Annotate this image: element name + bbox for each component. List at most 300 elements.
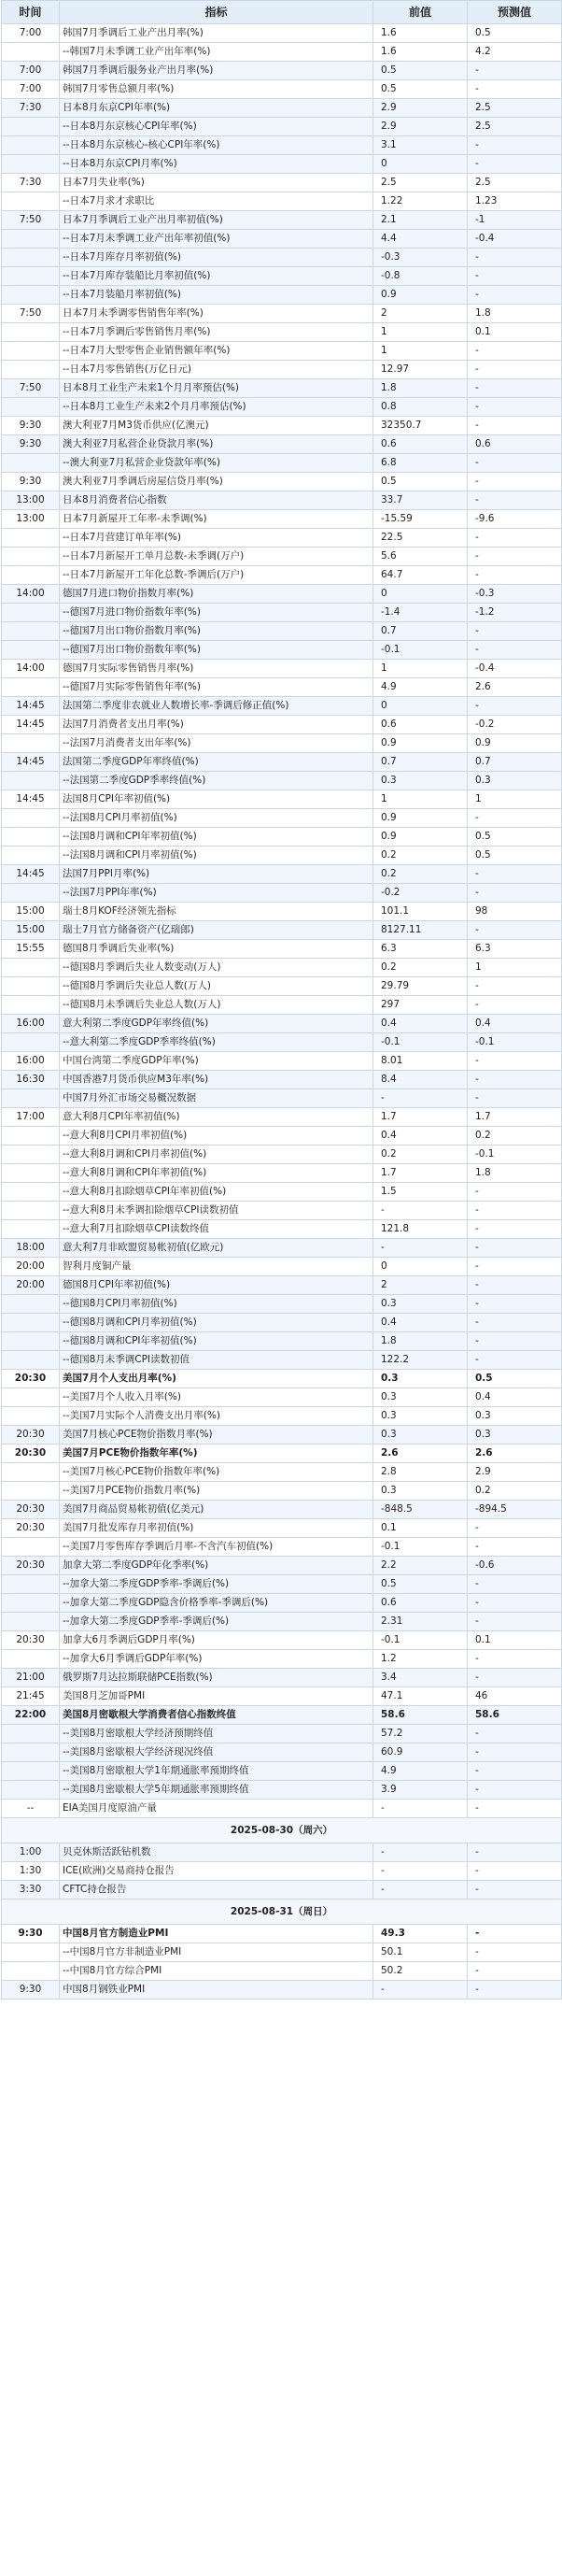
cell-time [2, 1164, 60, 1183]
cell-time [2, 1575, 60, 1594]
cell-forecast: - [468, 1613, 562, 1631]
table-row [2, 1426, 562, 1445]
cell-indicator: 德国8月CPI年率初值(%) [60, 1276, 373, 1295]
cell-forecast: - [468, 865, 562, 884]
cell-forecast: - [468, 1925, 562, 1943]
table-row [2, 1743, 562, 1762]
table-row [2, 529, 562, 548]
table-row [2, 491, 562, 510]
table-row [2, 435, 562, 454]
cell-previous: - [373, 1202, 468, 1220]
table-row [2, 1183, 562, 1202]
table-row [2, 1519, 562, 1538]
cell-indicator: 加拿大第二季度GDP年化季率(%) [60, 1557, 373, 1575]
cell-time: 7:30 [2, 174, 60, 192]
cell-forecast: -0.6 [468, 1557, 562, 1575]
cell-previous: 0.9 [373, 828, 468, 847]
cell-time [2, 548, 60, 566]
cell-time [2, 809, 60, 828]
cell-time [2, 1351, 60, 1370]
cell-indicator: --意大利8月CPI月率初值(%) [60, 1127, 373, 1146]
cell-indicator: 美国8月芝加哥PMI [60, 1687, 373, 1706]
cell-time: 21:45 [2, 1687, 60, 1706]
cell-previous: 5.6 [373, 548, 468, 566]
cell-indicator: 美国7月个人支出月率(%) [60, 1370, 373, 1388]
table-row [2, 342, 562, 361]
cell-previous: 4.9 [373, 1762, 468, 1781]
cell-forecast: - [468, 1071, 562, 1089]
cell-forecast: 2.5 [468, 118, 562, 136]
cell-previous: 0.3 [373, 772, 468, 790]
cell-previous: - [373, 1239, 468, 1258]
cell-previous: 1 [373, 790, 468, 809]
cell-time [2, 1089, 60, 1108]
cell-time [2, 230, 60, 249]
cell-indicator: --意大利7月扣除烟草CPI读数终值 [60, 1220, 373, 1239]
cell-previous: 12.97 [373, 361, 468, 379]
cell-previous: 0.6 [373, 1594, 468, 1613]
cell-forecast: - [468, 1762, 562, 1781]
cell-forecast: -0.1 [468, 1146, 562, 1164]
table-row [2, 828, 562, 847]
cell-time [2, 43, 60, 62]
cell-time [2, 678, 60, 697]
cell-forecast: 0.5 [468, 1370, 562, 1388]
cell-previous: -0.1 [373, 1033, 468, 1052]
table-row [2, 43, 562, 62]
cell-forecast: - [468, 1943, 562, 1962]
cell-forecast: - [468, 286, 562, 305]
cell-previous: 57.2 [373, 1725, 468, 1743]
cell-previous: 8.01 [373, 1052, 468, 1071]
cell-indicator: 瑞士8月KOF经济领先指标 [60, 903, 373, 921]
cell-previous: 1 [373, 342, 468, 361]
cell-indicator: --意大利8月扣除烟草CPI年率初值(%) [60, 1183, 373, 1202]
cell-forecast: - [468, 1800, 562, 1818]
cell-previous: 0.6 [373, 435, 468, 454]
cell-time [2, 1943, 60, 1962]
table-row [2, 1127, 562, 1146]
cell-forecast: 58.6 [468, 1706, 562, 1725]
cell-forecast: 2.9 [468, 1463, 562, 1482]
table-row [2, 1164, 562, 1183]
cell-forecast: 6.3 [468, 940, 562, 959]
date-label: 2025-08-30（周六） [2, 1818, 562, 1843]
cell-forecast: 0.3 [468, 772, 562, 790]
cell-time [2, 734, 60, 753]
date-separator-row [2, 1900, 562, 1925]
cell-previous: 2.9 [373, 99, 468, 118]
table-row [2, 604, 562, 622]
cell-time [2, 622, 60, 641]
cell-forecast: 0.6 [468, 435, 562, 454]
cell-previous: 2.2 [373, 1557, 468, 1575]
cell-indicator: --日本7月季调后零售销售月率(%) [60, 323, 373, 342]
table-row [2, 1800, 562, 1818]
table-row [2, 1575, 562, 1594]
header-indicator: 指标 [60, 1, 373, 24]
cell-indicator: 澳大利亚7月私营企业贷款月率(%) [60, 435, 373, 454]
table-row [2, 99, 562, 118]
cell-previous: 0.5 [373, 473, 468, 491]
table-row [2, 417, 562, 435]
table-row [2, 398, 562, 417]
table-row [2, 1463, 562, 1482]
cell-forecast: - [468, 1862, 562, 1881]
table-row [2, 211, 562, 230]
cell-time [2, 118, 60, 136]
cell-forecast: 0.9 [468, 734, 562, 753]
cell-time: 20:30 [2, 1370, 60, 1388]
cell-previous: 2.8 [373, 1463, 468, 1482]
table-row [2, 1981, 562, 2000]
cell-previous: 1.7 [373, 1108, 468, 1127]
cell-previous: 0 [373, 155, 468, 174]
cell-indicator: 意大利8月CPI年率初值(%) [60, 1108, 373, 1127]
table-row [2, 361, 562, 379]
cell-time: 20:30 [2, 1445, 60, 1463]
cell-forecast: 0.7 [468, 753, 562, 772]
cell-forecast: - [468, 62, 562, 80]
cell-indicator: --法国第二季度GDP季率终值(%) [60, 772, 373, 790]
cell-indicator: --日本7月未季调工业产出年率初值(%) [60, 230, 373, 249]
cell-indicator: 澳大利亚7月季调后房屋信贷月率(%) [60, 473, 373, 491]
cell-previous: 22.5 [373, 529, 468, 548]
cell-forecast: 0.5 [468, 24, 562, 43]
cell-time: 9:30 [2, 1981, 60, 2000]
cell-time [2, 1388, 60, 1407]
table-row [2, 1557, 562, 1575]
cell-previous: 50.2 [373, 1962, 468, 1981]
cell-time: 9:30 [2, 417, 60, 435]
cell-time: 7:50 [2, 305, 60, 323]
cell-previous: -0.1 [373, 1631, 468, 1650]
cell-forecast: - [468, 1743, 562, 1762]
cell-previous: 0.4 [373, 1314, 468, 1332]
table-row [2, 1501, 562, 1519]
cell-previous: -0.1 [373, 641, 468, 660]
table-row [2, 548, 562, 566]
table-row [2, 379, 562, 398]
cell-previous: 0.5 [373, 1575, 468, 1594]
cell-indicator: --法国7月PPI年率(%) [60, 884, 373, 903]
cell-time: 16:30 [2, 1071, 60, 1089]
cell-time: 20:30 [2, 1519, 60, 1538]
cell-time [2, 1314, 60, 1332]
cell-previous: 64.7 [373, 566, 468, 585]
table-row [2, 1388, 562, 1407]
cell-previous: 0.3 [373, 1407, 468, 1426]
cell-time: 13:00 [2, 491, 60, 510]
cell-time [2, 1146, 60, 1164]
cell-indicator: 德国7月进口物价指数月率(%) [60, 585, 373, 604]
cell-indicator: 美国7月批发库存月率初值(%) [60, 1519, 373, 1538]
cell-time: 16:00 [2, 1015, 60, 1033]
cell-time [2, 342, 60, 361]
cell-indicator: --日本7月营建订单年率(%) [60, 529, 373, 548]
cell-forecast: 1 [468, 959, 562, 977]
cell-previous: -0.8 [373, 267, 468, 286]
cell-previous: 6.3 [373, 940, 468, 959]
cell-previous: 0.5 [373, 62, 468, 80]
cell-previous: - [373, 1981, 468, 2000]
table-row [2, 1071, 562, 1089]
cell-previous: 1.8 [373, 1332, 468, 1351]
table-row [2, 996, 562, 1015]
cell-previous: 0.9 [373, 734, 468, 753]
cell-forecast: 0.2 [468, 1482, 562, 1501]
table-row [2, 1370, 562, 1388]
cell-indicator: 贝克休斯活跃钻机数 [60, 1843, 373, 1862]
cell-previous: 0.2 [373, 959, 468, 977]
cell-forecast: - [468, 1519, 562, 1538]
cell-indicator: 韩国7月零售总额月率(%) [60, 80, 373, 99]
cell-previous: -15.59 [373, 510, 468, 529]
cell-indicator: 日本7月未季调零售销售年率(%) [60, 305, 373, 323]
table-row [2, 136, 562, 155]
cell-indicator: 中国7月外汇市场交易概况数据 [60, 1089, 373, 1108]
cell-forecast: - [468, 491, 562, 510]
cell-previous: 0.4 [373, 1127, 468, 1146]
cell-indicator: 智利月度铜产量 [60, 1258, 373, 1276]
table-row [2, 155, 562, 174]
table-row [2, 1202, 562, 1220]
header-forecast: 预测值 [468, 1, 562, 24]
cell-time [2, 1762, 60, 1781]
cell-indicator: 法国7月PPI月率(%) [60, 865, 373, 884]
cell-previous: -848.5 [373, 1501, 468, 1519]
cell-time [2, 529, 60, 548]
cell-indicator: --意大利第二季度GDP季率终值(%) [60, 1033, 373, 1052]
table-row [2, 1276, 562, 1295]
table-row [2, 1332, 562, 1351]
cell-indicator: --德国8月季调后失业人数变动(万人) [60, 959, 373, 977]
cell-indicator: --德国8月未季调后失业总人数(万人) [60, 996, 373, 1015]
cell-indicator: --日本8月工业生产未来2个月月率预估(%) [60, 398, 373, 417]
cell-indicator: --德国8月调和CPI年率初值(%) [60, 1332, 373, 1351]
cell-previous: 297 [373, 996, 468, 1015]
cell-previous: 60.9 [373, 1743, 468, 1762]
cell-indicator: --日本7月库存月率初值(%) [60, 249, 373, 267]
cell-forecast: - [468, 379, 562, 398]
cell-indicator: --加拿大第二季度GDP季率-季调后(%) [60, 1613, 373, 1631]
cell-forecast: 0.4 [468, 1015, 562, 1033]
cell-indicator: --日本7月新屋开工单月总数-未季调(万户) [60, 548, 373, 566]
cell-time [2, 828, 60, 847]
cell-time [2, 267, 60, 286]
cell-indicator: --美国7月零售库存季调后月率-不含汽车初值(%) [60, 1538, 373, 1557]
cell-indicator: 日本7月失业率(%) [60, 174, 373, 192]
cell-previous: 0.7 [373, 622, 468, 641]
cell-time [2, 136, 60, 155]
cell-time [2, 1482, 60, 1501]
cell-indicator: 韩国7月季调后服务业产出月率(%) [60, 62, 373, 80]
cell-previous: - [373, 1881, 468, 1900]
cell-indicator: --法国7月消费者支出年率(%) [60, 734, 373, 753]
cell-forecast: -894.5 [468, 1501, 562, 1519]
table-row [2, 1669, 562, 1687]
cell-time [2, 884, 60, 903]
cell-time [2, 361, 60, 379]
cell-forecast: 1 [468, 790, 562, 809]
cell-previous: 1.5 [373, 1183, 468, 1202]
cell-forecast: -1.2 [468, 604, 562, 622]
cell-indicator: --德国7月出口物价指数年率(%) [60, 641, 373, 660]
cell-forecast: - [468, 80, 562, 99]
cell-previous: 0.8 [373, 398, 468, 417]
cell-previous: 2.1 [373, 211, 468, 230]
cell-indicator: --加拿大第二季度GDP隐含价格季率-季调后(%) [60, 1594, 373, 1613]
cell-time: 14:00 [2, 585, 60, 604]
cell-forecast: - [468, 1781, 562, 1800]
cell-previous: - [373, 1862, 468, 1881]
table-row [2, 697, 562, 716]
cell-previous: 8.4 [373, 1071, 468, 1089]
table-row [2, 1962, 562, 1981]
cell-time [2, 454, 60, 473]
cell-forecast: 4.2 [468, 43, 562, 62]
cell-previous: 33.7 [373, 491, 468, 510]
cell-forecast: - [468, 155, 562, 174]
cell-indicator: --意大利8月调和CPI月率初值(%) [60, 1146, 373, 1164]
cell-time [2, 566, 60, 585]
cell-time: 1:30 [2, 1862, 60, 1881]
table-row [2, 1650, 562, 1669]
table-row [2, 903, 562, 921]
table-row [2, 847, 562, 865]
cell-forecast: - [468, 1314, 562, 1332]
cell-time [2, 1781, 60, 1800]
cell-time [2, 1183, 60, 1202]
cell-indicator: --韩国7月未季调工业产出年率(%) [60, 43, 373, 62]
table-row [2, 641, 562, 660]
cell-previous: 0.6 [373, 716, 468, 734]
cell-forecast: - [468, 1351, 562, 1370]
cell-time [2, 286, 60, 305]
cell-previous: 0 [373, 1258, 468, 1276]
cell-forecast: - [468, 1538, 562, 1557]
cell-time [2, 1962, 60, 1981]
cell-forecast: 0.1 [468, 323, 562, 342]
cell-forecast: 1.8 [468, 305, 562, 323]
table-row [2, 1351, 562, 1370]
cell-indicator: --德国7月出口物价指数月率(%) [60, 622, 373, 641]
table-row [2, 1146, 562, 1164]
cell-indicator: 德国8月季调后失业率(%) [60, 940, 373, 959]
cell-previous: 49.3 [373, 1925, 468, 1943]
cell-forecast: - [468, 697, 562, 716]
cell-forecast: - [468, 1881, 562, 1900]
cell-time [2, 1407, 60, 1426]
cell-previous: 0.2 [373, 865, 468, 884]
table-row [2, 1631, 562, 1650]
cell-forecast: 98 [468, 903, 562, 921]
cell-time: 17:00 [2, 1108, 60, 1127]
cell-forecast: - [468, 1725, 562, 1743]
cell-forecast: 1.7 [468, 1108, 562, 1127]
cell-indicator: --中国8月官方综合PMI [60, 1962, 373, 1981]
cell-previous: 3.9 [373, 1781, 468, 1800]
cell-indicator: 日本8月工业生产未来1个月月率预估(%) [60, 379, 373, 398]
cell-indicator: --德国8月季调后失业总人数(万人) [60, 977, 373, 996]
cell-previous: -1.4 [373, 604, 468, 622]
header-previous: 前值 [373, 1, 468, 24]
cell-indicator: 中国台湾第二季度GDP年率(%) [60, 1052, 373, 1071]
cell-time: 20:30 [2, 1557, 60, 1575]
cell-previous: 0.5 [373, 80, 468, 99]
cell-forecast: 0.5 [468, 847, 562, 865]
cell-forecast: - [468, 1295, 562, 1314]
table-row [2, 1314, 562, 1332]
cell-indicator: 中国8月钢铁业PMI [60, 1981, 373, 2000]
cell-forecast: - [468, 1239, 562, 1258]
cell-indicator: --日本8月东京CPI月率(%) [60, 155, 373, 174]
cell-indicator: --意大利8月未季调扣除烟草CPI读数初值 [60, 1202, 373, 1220]
cell-indicator: 瑞士7月官方储备资产(亿瑞郎) [60, 921, 373, 940]
table-row [2, 1015, 562, 1033]
cell-forecast: - [468, 267, 562, 286]
cell-forecast: - [468, 1843, 562, 1862]
table-row [2, 566, 562, 585]
cell-time: 7:50 [2, 379, 60, 398]
cell-indicator: --美国7月实际个人消费支出月率(%) [60, 1407, 373, 1426]
cell-previous: 2 [373, 305, 468, 323]
cell-previous: 3.4 [373, 1669, 468, 1687]
cell-forecast: - [468, 529, 562, 548]
cell-indicator: --日本7月新屋开工年化总数-季调后(万户) [60, 566, 373, 585]
cell-time: 14:45 [2, 753, 60, 772]
cell-forecast: 2.6 [468, 678, 562, 697]
cell-time: 9:30 [2, 1925, 60, 1943]
cell-indicator: --法国8月调和CPI年率初值(%) [60, 828, 373, 847]
cell-previous: -0.3 [373, 249, 468, 267]
table-row [2, 790, 562, 809]
cell-previous: 1.2 [373, 1650, 468, 1669]
table-row [2, 1843, 562, 1862]
cell-time [2, 1538, 60, 1557]
cell-previous: 1 [373, 323, 468, 342]
economic-calendar-table [1, 0, 562, 2000]
cell-indicator: 美国7月商品贸易帐初值(亿美元) [60, 1501, 373, 1519]
header-time: 时间 [2, 1, 60, 24]
table-row [2, 1943, 562, 1962]
cell-time: 7:00 [2, 80, 60, 99]
cell-indicator: 澳大利亚7月M3货币供应(亿澳元) [60, 417, 373, 435]
table-row [2, 1762, 562, 1781]
cell-previous: 4.9 [373, 678, 468, 697]
cell-time [2, 604, 60, 622]
table-row [2, 62, 562, 80]
cell-forecast: - [468, 1594, 562, 1613]
table-row [2, 1538, 562, 1557]
cell-previous: 2.5 [373, 174, 468, 192]
table-row [2, 1220, 562, 1239]
cell-forecast: - [468, 1220, 562, 1239]
cell-indicator: EIA美国月度原油产量 [60, 1800, 373, 1818]
cell-indicator: 美国8月密歇根大学消费者信心指数终值 [60, 1706, 373, 1725]
cell-time: -- [2, 1800, 60, 1818]
cell-indicator: 法国8月CPI年率初值(%) [60, 790, 373, 809]
cell-time [2, 1743, 60, 1762]
cell-indicator: --美国7月个人收入月率(%) [60, 1388, 373, 1407]
cell-time: 9:30 [2, 473, 60, 491]
table-row [2, 267, 562, 286]
cell-indicator: --日本7月求才求职比 [60, 192, 373, 211]
cell-previous: 0 [373, 585, 468, 604]
cell-forecast: - [468, 1669, 562, 1687]
table-row [2, 660, 562, 678]
cell-previous: 0.1 [373, 1519, 468, 1538]
